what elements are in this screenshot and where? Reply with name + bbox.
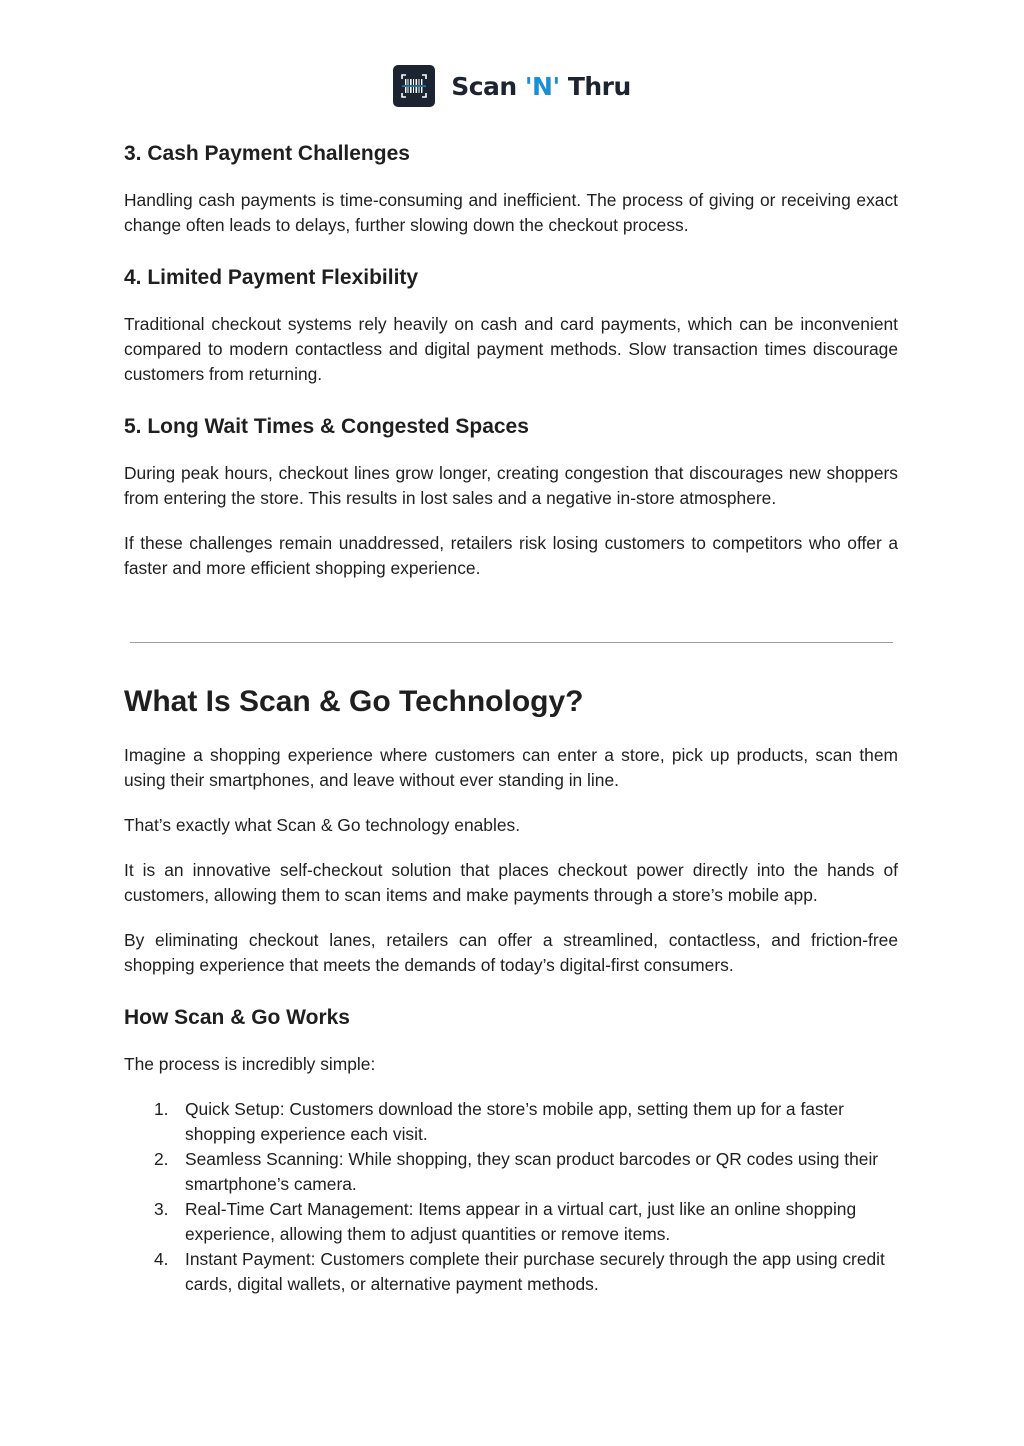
paragraph-process-intro: The process is incredibly simple: [124,1054,376,1074]
brand-name [451,72,631,101]
list-item [124,1147,898,1197]
paragraph-closing: If these challenges remain unaddressed, retailers risk losing customers to competitors who offer a faster and more efficient shopping experience. [124,533,898,578]
list-item [124,1197,898,1247]
brand-word-scan: Scan [451,71,525,101]
steps-list [124,1097,898,1297]
paragraph-wait-times: During peak hours, checkout lines grow longer, creating congestion that discourages new shoppers from entering the store. This results in lost sales and a negative in-store atmosphere. [124,463,898,508]
brand-word-n: 'N' [524,71,560,101]
challenges-section [124,138,898,581]
list-item-text: Seamless Scanning: While shopping, they scan product barcodes or QR codes using their smartphone’s camera. [185,1149,879,1194]
scan-and-go-section [124,682,898,1297]
list-item [124,1247,898,1297]
list-item-text: Real-Time Cart Management: Items appear in a virtual cart, just like an online shopping experience, allowing them to adjust quantities or remove items. [185,1199,857,1244]
horizontal-divider [130,642,893,643]
list-item-number: 2. [154,1149,169,1169]
heading-payment-flexibility: 4. Limited Payment Flexibility [124,266,419,289]
list-item-number: 1. [154,1099,169,1119]
list-item [124,1097,898,1147]
paragraph-eliminating: By eliminating checkout lanes, retailers can offer a streamlined, contactless, and friction-free shopping experience that meets the demands of today’s digital-first consumers. [124,930,898,975]
barcode-scan-icon [393,65,435,107]
list-item-number: 4. [154,1249,169,1269]
brand-word-thru: Thru [559,71,631,101]
brand-logo [393,65,631,107]
list-item-text: Instant Payment: Customers complete their purchase securely through the app using credit cards, digital wallets, or alternative payment methods. [185,1249,885,1294]
heading-how-it-works: How Scan & Go Works [124,1006,350,1029]
list-item-text: Quick Setup: Customers download the store’s mobile app, setting them up for a faster shopping experience each visit. [185,1099,844,1144]
paragraph-exactly: That’s exactly what Scan & Go technology enables. [124,815,521,835]
list-item-number: 3. [154,1199,169,1219]
page-header [0,64,1024,108]
heading-cash-payment: 3. Cash Payment Challenges [124,142,410,165]
paragraph-cash-payment: Handling cash payments is time-consuming and inefficient. The process of giving or receiving exact change often leads to delays, further slowing down the checkout process. [124,190,898,235]
paragraph-imagine: Imagine a shopping experience where customers can enter a store, pick up products, scan them using their smartphones, and leave without ever standing in line. [124,745,898,790]
heading-what-is-scan-go: What Is Scan & Go Technology? [124,685,584,718]
paragraph-innovative: It is an innovative self-checkout solution that places checkout power directly into the hands of customers, allowing them to scan items and make payments through a store’s mobile app. [124,860,898,905]
paragraph-payment-flexibility: Traditional checkout systems rely heavily on cash and card payments, which can be inconvenient compared to modern contactless and digital payment methods. Slow transaction times discourage customers from returning. [124,314,898,384]
heading-wait-times: 5. Long Wait Times & Congested Spaces [124,415,529,438]
